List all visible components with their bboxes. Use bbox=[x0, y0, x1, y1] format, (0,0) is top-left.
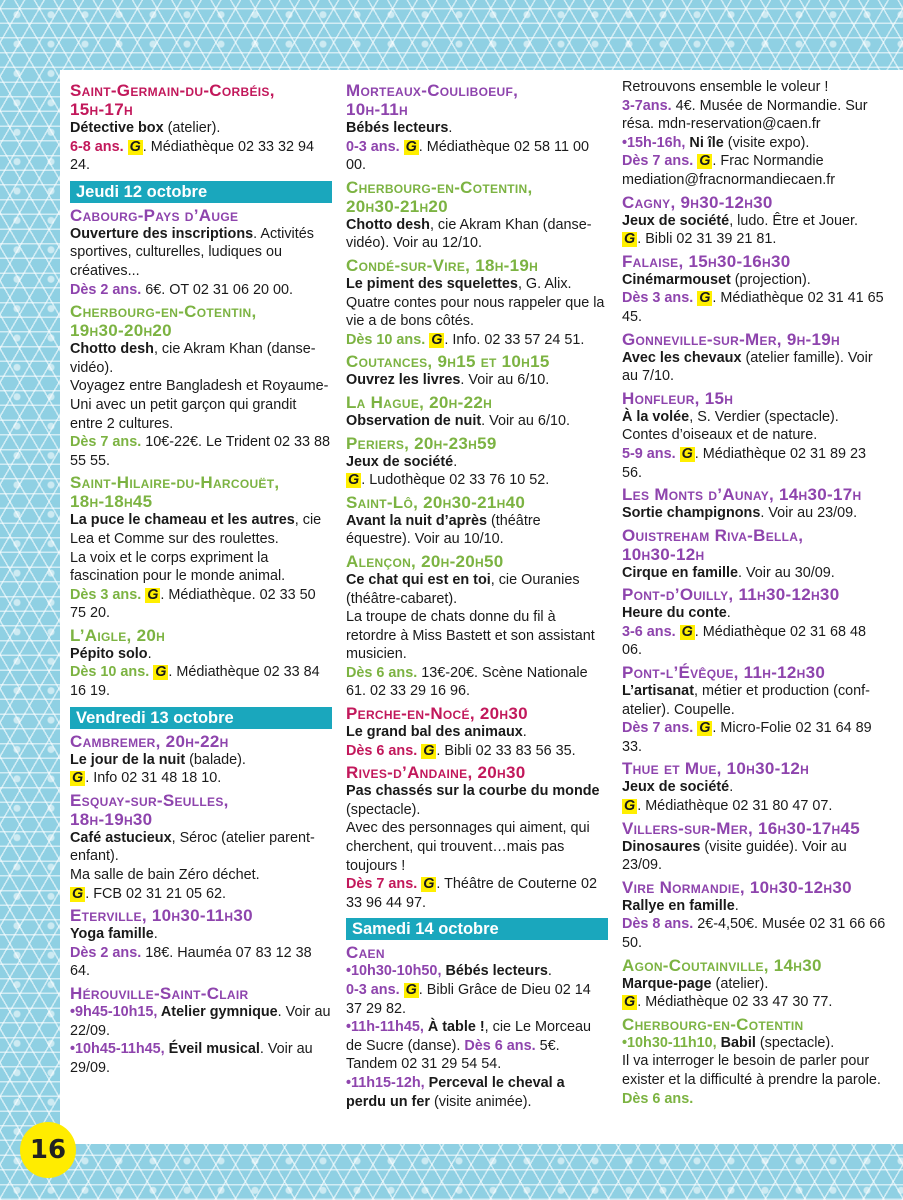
event-place: Vire Normandie, 10h30-12h30 bbox=[622, 877, 852, 897]
event-place: Cambremer, 20h-22h bbox=[70, 731, 229, 751]
place-time: 20h30-21h20 bbox=[346, 196, 448, 216]
event-place: Coutances, 9h15 et 10h15 bbox=[346, 352, 550, 372]
event-place: Perche-en-Nocé, 20h30 bbox=[346, 704, 528, 724]
free-badge: G bbox=[72, 770, 84, 787]
age-label: Dès 7 ans. bbox=[346, 876, 418, 893]
event-desc: , cie Akram Khan (danse-vidéo). Voir au 12/10. bbox=[346, 216, 592, 252]
free-badge: G bbox=[699, 153, 711, 170]
place-time: 10h30-12h bbox=[622, 544, 705, 564]
event-title: À la volée bbox=[622, 408, 690, 425]
event-desc: , cie Le Morceau de Sucre (danse). bbox=[346, 1019, 592, 1054]
event-title: Dinosaures bbox=[622, 838, 701, 855]
session-time: •11h-11h45, bbox=[346, 1019, 428, 1036]
event-title: Cinémarmouset bbox=[622, 271, 731, 288]
event-title: Bébés lecteurs bbox=[445, 963, 548, 980]
event-place: Agon-Coutainville, 14h30 bbox=[622, 955, 822, 975]
agenda-column-3 bbox=[622, 78, 888, 1108]
place-time: 15h-17h bbox=[70, 100, 133, 119]
agenda-panel bbox=[60, 70, 903, 1144]
event-saint-hilaire bbox=[70, 473, 332, 623]
event-esquay bbox=[70, 791, 332, 903]
event-title: L’artisanat bbox=[622, 683, 694, 700]
event-pont-leveque bbox=[622, 663, 888, 756]
agenda-column-2 bbox=[346, 78, 608, 1111]
event-info: 4€. Musée de Normandie. Sur résa. mdn-reservation@caen.fr bbox=[622, 97, 868, 133]
event-desc: , ludo. Être et Jouer. bbox=[729, 212, 858, 229]
event-la-hague bbox=[346, 393, 608, 431]
event-monts-aunay bbox=[622, 485, 888, 523]
event-desc: . bbox=[453, 453, 458, 470]
event-info: . Médiathèque 02 58 11 00 00. bbox=[346, 138, 589, 174]
event-place: Falaise, 15h30-16h30 bbox=[622, 251, 791, 271]
event-place bbox=[70, 81, 332, 119]
event-title: Pas chassés sur la courbe du monde bbox=[346, 783, 600, 800]
event-place: Thue et Mue, 10h30-12h bbox=[622, 759, 810, 779]
event-title: Cirque en famille bbox=[622, 564, 738, 581]
event-place: Pont-d’Ouilly, 11h30-12h30 bbox=[622, 585, 840, 605]
event-place bbox=[622, 526, 888, 564]
event-place: Pont-l’Évêque, 11h-12h30 bbox=[622, 663, 826, 683]
event-info: . Médiathèque. 02 33 50 75 20. bbox=[70, 586, 316, 622]
event-title: Observation de nuit bbox=[346, 412, 482, 429]
event-place bbox=[346, 178, 608, 216]
event-title: Heure du conte bbox=[622, 605, 727, 622]
event-cherbourg-samedi bbox=[622, 1015, 888, 1108]
event-desc: . Voir au 23/09. bbox=[760, 505, 858, 522]
event-desc: , Séroc (atelier parent-enfant). bbox=[70, 829, 315, 865]
free-badge: G bbox=[699, 290, 711, 307]
free-badge: G bbox=[405, 138, 417, 155]
age-label: 3-7ans. bbox=[622, 97, 672, 114]
age-label: 5-9 ans. bbox=[622, 445, 676, 462]
event-place bbox=[70, 302, 332, 340]
event-text: Avec des personnages qui aiment, qui cherchent, qui trouvent…mais pas toujours ! bbox=[346, 820, 590, 874]
event-desc: (projection). bbox=[730, 271, 811, 288]
age-label: 3-6 ans. bbox=[622, 623, 676, 640]
event-desc: (visite expo). bbox=[723, 134, 810, 151]
age-label: Dès 6 ans. bbox=[346, 664, 418, 681]
event-title: Chotto desh bbox=[346, 216, 430, 233]
session-time: •10h30-11h10, bbox=[622, 1034, 721, 1051]
place-line: Esquay-sur-Seulles, bbox=[70, 790, 229, 810]
free-badge: G bbox=[624, 231, 636, 248]
free-badge: G bbox=[423, 876, 435, 893]
event-place: La Hague, 20h-22h bbox=[346, 392, 493, 412]
place-line: Saint-Hilaire-du-Harcouët, bbox=[70, 473, 280, 493]
place-line: Morteaux-Couliboeuf, bbox=[346, 81, 519, 100]
event-place: Cherbourg-en-Cotentin bbox=[622, 1014, 804, 1034]
event-info: . FCB 02 31 21 05 62. bbox=[85, 885, 227, 902]
event-info: . Bibli 02 31 39 21 81. bbox=[637, 231, 777, 248]
event-info: . Info 02 31 48 18 10. bbox=[85, 770, 222, 787]
event-title: Éveil musical bbox=[168, 1041, 260, 1058]
event-desc: (balade). bbox=[185, 751, 246, 768]
event-title: Ce chat qui est en toi bbox=[346, 571, 491, 588]
event-desc: (spectacle). bbox=[346, 801, 421, 818]
event-desc: . bbox=[726, 605, 731, 622]
event-desc: , G. Alix. Quatre contes pour nous rappeler que la vie a de bons côtés. bbox=[346, 275, 605, 330]
place-line: Saint-Germain-du-Corbéis, bbox=[70, 81, 275, 100]
event-place: L’Aigle, 20h bbox=[70, 625, 166, 645]
event-title: La puce le chameau et les autres bbox=[70, 512, 295, 529]
day-header-jeudi: Jeudi 12 octobre bbox=[70, 181, 332, 203]
event-desc: (visite animée). bbox=[429, 1093, 532, 1110]
event-place bbox=[70, 791, 332, 829]
event-periers bbox=[346, 434, 608, 490]
age-label: Dès 7 ans. bbox=[622, 153, 694, 170]
event-desc: . bbox=[734, 897, 739, 914]
event-title: Avant la nuit d’après bbox=[346, 512, 488, 529]
event-cagny bbox=[622, 193, 888, 249]
event-title: Perceval le cheval a perdu un fer bbox=[346, 1074, 565, 1110]
event-desc: (visite guidée). Voir au 23/09. bbox=[622, 838, 847, 874]
event-desc: (spectacle). bbox=[755, 1034, 835, 1051]
event-place: Villers-sur-Mer, 16h30-17h45 bbox=[622, 818, 860, 838]
event-title: Pépito solo bbox=[70, 645, 148, 662]
event-desc: . Voir au 30/09. bbox=[737, 564, 835, 581]
event-title: Café astucieux bbox=[70, 829, 172, 846]
event-title: Marque-page bbox=[622, 975, 712, 992]
age-label: Dès 3 ans. bbox=[622, 290, 694, 307]
event-place: Periers, 20h-23h59 bbox=[346, 433, 497, 453]
day-header-vendredi: Vendredi 13 octobre bbox=[70, 707, 332, 729]
event-desc: . bbox=[153, 926, 158, 943]
event-info: 18€. Hauméa 07 83 12 38 64. bbox=[70, 944, 312, 980]
event-text: Il va interroger le besoin de parler pour exister et la difficulté à prendre la parole. bbox=[622, 1053, 881, 1088]
free-badge: G bbox=[699, 720, 711, 737]
session-time: •10h45-11h45, bbox=[70, 1041, 169, 1058]
event-rives bbox=[346, 763, 608, 912]
event-coutances bbox=[346, 352, 608, 390]
age-label: Dès 10 ans. bbox=[346, 331, 426, 348]
event-title: Chotto desh bbox=[70, 341, 154, 358]
free-badge: G bbox=[624, 798, 636, 815]
event-title: Ouverture des inscriptions bbox=[70, 225, 254, 242]
event-title: Le jour de la nuit bbox=[70, 751, 186, 768]
event-eterville bbox=[70, 906, 332, 981]
free-badge: G bbox=[681, 623, 693, 640]
event-desc: . Voir au 29/09. bbox=[70, 1041, 313, 1076]
event-title: Bébés lecteurs bbox=[346, 120, 449, 136]
event-place: Cagny, 9h30-12h30 bbox=[622, 192, 773, 212]
event-place: Saint-Lô, 20h30-21h40 bbox=[346, 492, 526, 512]
event-info: . Bibli Grâce de Dieu 02 14 37 29 82. bbox=[346, 982, 591, 1017]
event-desc: . Activités sportives, culturelles, ludiques ou créatives... bbox=[70, 225, 314, 279]
event-desc: . bbox=[522, 724, 527, 741]
place-line: Cherbourg-en-Cotentin, bbox=[70, 302, 257, 322]
event-falaise bbox=[622, 252, 888, 327]
event-desc: , métier et production (conf-atelier). Coupelle. bbox=[622, 683, 870, 718]
event-cambremer bbox=[70, 732, 332, 788]
age-label: Dès 6 ans. bbox=[346, 742, 418, 759]
age-label: Dès 10 ans. bbox=[70, 664, 150, 681]
event-cherbourg-vendredi bbox=[346, 178, 608, 253]
free-badge: G bbox=[405, 982, 417, 998]
event-place bbox=[346, 81, 608, 119]
event-title: Babil bbox=[720, 1034, 756, 1051]
event-ouistreham bbox=[622, 526, 888, 583]
event-desc: (atelier). bbox=[711, 975, 769, 992]
event-title: Rallye en famille bbox=[622, 897, 735, 914]
free-badge: G bbox=[681, 445, 693, 462]
event-title: Avec les chevaux bbox=[622, 349, 742, 366]
event-info: . Frac Normandie mediation@fracnormandiecaen.fr bbox=[622, 153, 835, 188]
event-place: Honfleur, 15h bbox=[622, 388, 734, 408]
free-badge: G bbox=[72, 885, 84, 902]
place-line: Cherbourg-en-Cotentin, bbox=[346, 177, 533, 197]
age-label: 0-3 ans. bbox=[346, 138, 400, 155]
event-info: . Médiathèque 02 33 47 30 77. bbox=[637, 994, 833, 1011]
event-info: . Médiathèque 02 31 68 48 06. bbox=[622, 623, 867, 659]
event-info: 13€-20€. Scène Nationale 61. 02 33 29 16 96. bbox=[346, 664, 588, 700]
event-desc: , cie Lea et Comme sur des roulettes. bbox=[70, 512, 322, 547]
age-label: Dès 2 ans. bbox=[70, 281, 142, 298]
session-time: •9h45-10h15, bbox=[70, 1004, 161, 1020]
age-label: Dès 6 ans. bbox=[622, 1090, 694, 1107]
age-label: Dès 3 ans. bbox=[70, 586, 142, 603]
event-caen-continued bbox=[622, 78, 888, 190]
event-laigle bbox=[70, 626, 332, 701]
event-info: . Micro-Folie 02 31 64 89 33. bbox=[622, 720, 872, 755]
event-thue-et-mue bbox=[622, 759, 888, 815]
age-label: 0-3 ans. bbox=[346, 982, 400, 998]
free-badge: G bbox=[423, 742, 435, 759]
event-title: Détective box bbox=[70, 120, 164, 136]
age-label: Dès 2 ans. bbox=[70, 944, 142, 961]
event-cherbourg-jeudi bbox=[70, 302, 332, 470]
event-info: 2€-4,50€. Musée 02 31 66 66 50. bbox=[622, 916, 886, 951]
event-title: Ouvrez les livres bbox=[346, 372, 461, 389]
event-title: Ni île bbox=[689, 134, 724, 151]
event-place: Eterville, 10h30-11h30 bbox=[70, 906, 253, 926]
free-badge: G bbox=[624, 994, 636, 1011]
event-info: . Médiathèque 02 31 80 47 07. bbox=[637, 798, 833, 815]
event-title: Sortie champignons bbox=[622, 505, 761, 522]
free-badge: G bbox=[348, 472, 360, 489]
event-conde bbox=[346, 256, 608, 349]
event-villers bbox=[622, 819, 888, 875]
event-desc: (atelier). bbox=[163, 120, 221, 136]
event-pont-douilly bbox=[622, 585, 888, 660]
place-time: 10h-11h bbox=[346, 100, 408, 119]
event-text: Ma salle de bain Zéro déchet. bbox=[70, 867, 260, 884]
event-cabourg bbox=[70, 206, 332, 299]
event-alencon bbox=[346, 552, 608, 701]
event-honfleur bbox=[622, 389, 888, 482]
free-badge: G bbox=[431, 331, 443, 348]
event-saint-germain bbox=[70, 81, 332, 175]
event-place: Hérouville-Saint-Clair bbox=[70, 984, 249, 1003]
event-desc: . Voir au 22/09. bbox=[70, 1004, 331, 1039]
age-label: Dès 7 ans. bbox=[622, 720, 694, 737]
event-title: Jeux de société bbox=[622, 779, 730, 796]
event-info: 10€-22€. Le Trident 02 33 88 55 55. bbox=[70, 434, 331, 469]
free-badge: G bbox=[147, 586, 159, 603]
event-place: Condé-sur-Vire, 18h-19h bbox=[346, 255, 539, 275]
event-text: Retrouvons ensemble le voleur ! bbox=[622, 79, 829, 95]
age-label: Dès 7 ans. bbox=[70, 434, 142, 451]
event-place: Alençon, 20h-20h50 bbox=[346, 551, 504, 571]
event-saint-lo bbox=[346, 493, 608, 549]
age-label: Dès 6 ans. bbox=[464, 1037, 536, 1054]
event-place: Caen bbox=[346, 943, 385, 963]
session-time: •11h15-12h, bbox=[346, 1074, 429, 1091]
session-time: •15h-16h, bbox=[622, 134, 690, 151]
event-text: La voix et le corps expriment la fascination pour le monde animal. bbox=[70, 549, 286, 585]
free-badge: G bbox=[155, 664, 167, 681]
event-title: Le grand bal des animaux bbox=[346, 724, 523, 741]
age-label: 6-8 ans. bbox=[70, 138, 124, 155]
event-title: Jeux de société bbox=[622, 212, 730, 229]
event-info: 5€. Tandem 02 31 29 54 54. bbox=[346, 1037, 560, 1073]
session-time: •10h30-10h50, bbox=[346, 963, 446, 980]
event-desc: . Voir au 6/10. bbox=[481, 412, 570, 429]
event-info: . Bibli 02 33 83 56 35. bbox=[436, 742, 576, 759]
place-time: 18h-19h30 bbox=[70, 809, 153, 829]
event-perche bbox=[346, 704, 608, 760]
event-title: Jeux de société bbox=[346, 453, 454, 470]
event-title: À table ! bbox=[427, 1019, 485, 1036]
event-herouville bbox=[70, 984, 332, 1077]
event-text: La troupe de chats donne du fil à retordre à Miss Bastett et son assistant musicien. bbox=[346, 609, 595, 663]
event-place bbox=[70, 473, 332, 511]
event-desc: (atelier famille). Voir au 7/10. bbox=[622, 349, 873, 385]
event-place: Rives-d’Andaine, 20h30 bbox=[346, 763, 526, 783]
event-desc: . bbox=[547, 963, 552, 980]
event-vire bbox=[622, 878, 888, 953]
event-info: . Médiathèque 02 33 84 16 19. bbox=[70, 664, 320, 700]
event-desc: (théâtre équestre). Voir au 10/10. bbox=[346, 512, 541, 548]
event-text: Voyagez entre Bangladesh et Royaume-Uni avec un petit garçon qui grandit entre 2 cultures. bbox=[70, 378, 329, 432]
page-number-badge: 16 bbox=[20, 1122, 76, 1178]
event-desc: . Voir au 6/10. bbox=[460, 372, 550, 389]
event-info: . Ludothèque 02 33 76 10 52. bbox=[361, 472, 550, 489]
event-agon bbox=[622, 956, 888, 1012]
event-desc: , S. Verdier (spectacle). Contes d’oiseaux et de nature. bbox=[622, 408, 839, 444]
event-info: . Médiathèque 02 33 32 94 24. bbox=[70, 138, 315, 174]
event-desc: . bbox=[729, 779, 734, 796]
place-time: 19h30-20h20 bbox=[70, 321, 172, 341]
event-info: 6€. OT 02 31 06 20 00. bbox=[141, 281, 293, 298]
event-title: Le piment des squelettes bbox=[346, 275, 518, 292]
event-title: Atelier gymnique bbox=[160, 1004, 278, 1020]
event-info: . Info. 02 33 57 24 51. bbox=[444, 331, 585, 348]
event-info: . Médiathèque 02 31 41 65 45. bbox=[622, 290, 884, 325]
free-badge: G bbox=[129, 138, 141, 155]
day-header-samedi: Samedi 14 octobre bbox=[346, 918, 608, 940]
event-info: . Théâtre de Couterne 02 33 96 44 97. bbox=[346, 876, 597, 911]
event-place: Gonneville-sur-Mer, 9h-19h bbox=[622, 329, 840, 349]
place-time: 18h-18h45 bbox=[70, 492, 153, 512]
event-title: Yoga famille bbox=[70, 926, 154, 943]
event-caen bbox=[346, 943, 608, 1111]
event-info: . Médiathèque 02 31 89 23 56. bbox=[622, 445, 867, 481]
event-gonneville bbox=[622, 330, 888, 386]
event-place: Cabourg-Pays d’Auge bbox=[70, 205, 239, 225]
place-line: Ouistreham Riva-Bella, bbox=[622, 525, 804, 545]
age-label: Dès 8 ans. bbox=[622, 916, 694, 933]
event-desc: , cie Ouranies (théâtre-cabaret). bbox=[346, 571, 580, 607]
event-place: Les Monts d’Aunay, 14h30-17h bbox=[622, 485, 862, 505]
event-desc: . bbox=[147, 645, 152, 662]
agenda-column-1 bbox=[70, 78, 332, 1077]
event-desc: , cie Akram Khan (danse-vidéo). bbox=[70, 341, 316, 376]
event-morteaux bbox=[346, 81, 608, 175]
event-desc: . bbox=[448, 120, 453, 136]
